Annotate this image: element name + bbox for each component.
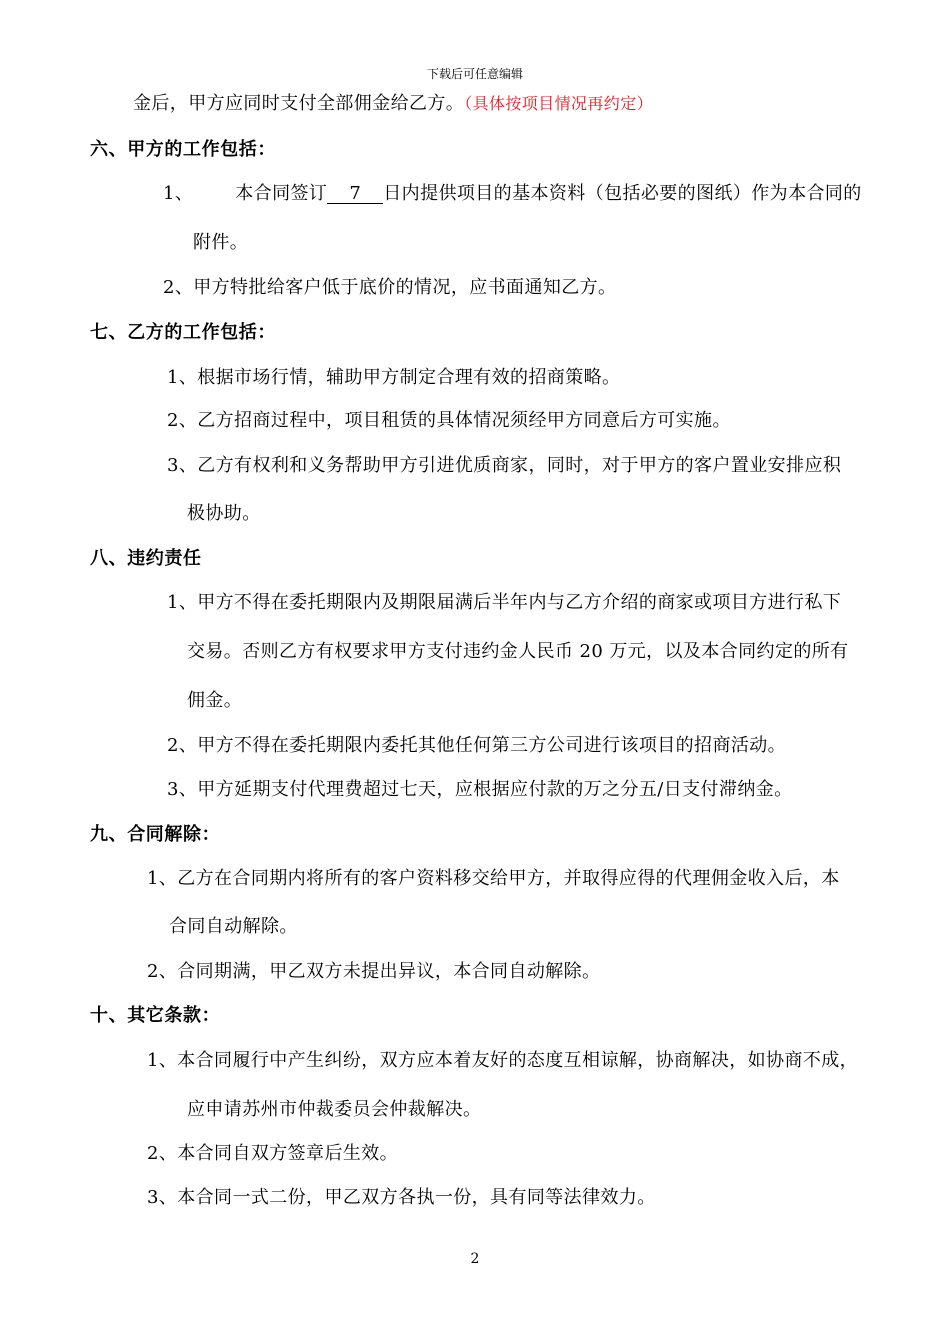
section-7-heading: 七、乙方的工作包括：: [90, 322, 276, 343]
section-8-item-1: 1、甲方不得在委托期限内及期限届满后半年内与乙方介绍的商家或项目方进行私下: [167, 592, 842, 613]
section-6-item-1-before: 本合同签订: [235, 183, 328, 204]
intro-red-note: （具体按项目情况再约定）: [464, 94, 654, 113]
section-10-item-1-continued: 应申请苏州市仲裁委员会仲裁解决。: [187, 1099, 482, 1120]
section-8-item-2: 2、甲方不得在委托期限内委托其他任何第三方公司进行该项目的招商活动。: [167, 735, 787, 756]
section-6-item-1: [163, 183, 862, 205]
section-10-heading: 十、其它条款：: [90, 1005, 221, 1026]
section-6-heading: 六、甲方的工作包括：: [90, 139, 276, 160]
intro-line: [133, 93, 653, 115]
section-6-item-1-number: 1、: [163, 183, 194, 204]
section-8-heading: 八、违约责任: [90, 548, 202, 569]
section-9-item-2: 2、合同期满，甲乙双方未提出异议，本合同自动解除。: [147, 961, 601, 982]
section-7-item-1: 1、根据市场行情，辅助甲方制定合理有效的招商策略。: [167, 367, 621, 388]
section-6-item-1-blank-days: 7: [327, 184, 383, 204]
page-number: 2: [470, 1251, 480, 1267]
section-9-item-1: 1、乙方在合同期内将所有的客户资料移交给甲方，并取得应得的代理佣金收入后，本: [147, 868, 840, 889]
section-10-item-3: 3、本合同一式二份，甲乙双方各执一份，具有同等法律效力。: [147, 1187, 656, 1208]
section-8-item-1-continued-2: 佣金。: [187, 690, 243, 711]
section-9-item-1-continued: 合同自动解除。: [169, 916, 298, 937]
section-6-item-2: 2、甲方特批给客户低于底价的情况，应书面通知乙方。: [163, 277, 617, 298]
section-10-item-2: 2、本合同自双方签章后生效。: [147, 1143, 399, 1164]
section-9-heading: 九、合同解除：: [90, 824, 221, 845]
section-8-item-3: 3、甲方延期支付代理费超过七天，应根据应付款的万之分五/日支付滞纳金。: [167, 779, 793, 800]
section-6-item-1-continued: 附件。: [193, 232, 249, 253]
section-7-item-3-continued: 极协助。: [187, 503, 261, 524]
section-7-item-2: 2、乙方招商过程中，项目租赁的具体情况须经甲方同意后方可实施。: [167, 410, 731, 431]
section-7-item-3: 3、乙方有权利和义务帮助甲方引进优质商家，同时，对于甲方的客户置业安排应积: [167, 455, 842, 476]
section-10-item-1: 1、本合同履行中产生纠纷，双方应本着友好的态度互相谅解，协商解决，如协商不成，: [147, 1050, 859, 1071]
section-6-item-1-after: 日内提供项目的基本资料（包括必要的图纸）作为本合同的: [383, 183, 862, 204]
page-header-note: 下载后可任意编辑: [426, 67, 523, 81]
intro-text: 金后，甲方应同时支付全部佣金给乙方。: [133, 93, 465, 114]
section-8-item-1-continued-1: 交易。否则乙方有权要求甲方支付违约金人民币 20 万元，以及本合同约定的所有: [187, 641, 849, 662]
